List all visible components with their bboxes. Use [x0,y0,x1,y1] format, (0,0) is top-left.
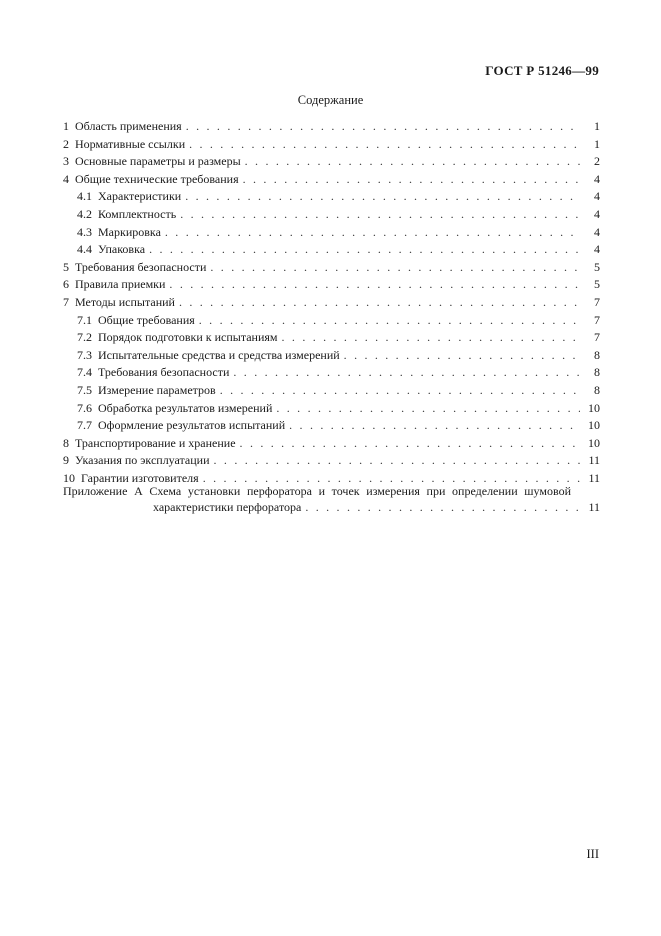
toc-entry-page: 11 [588,470,600,485]
toc-entry-label: Маркировка [98,224,161,239]
toc-entry[interactable] [63,136,600,154]
toc-entry-page: 8 [594,382,600,397]
toc-entry-label: Методы испытаний [75,294,175,309]
page-number: III [586,847,599,861]
toc-entry[interactable] [63,312,600,330]
toc-entry-number: 8 [63,435,69,450]
toc-entry-number: 6 [63,277,69,292]
toc-entry-page: 4 [594,189,600,204]
toc-entry-number: 7.4 [77,365,92,380]
toc-entry-label: Правила приемки [75,277,166,292]
toc-entry-number: 4.3 [77,224,92,239]
toc-entry-number: 9 [63,453,69,468]
toc-entry-number: 4.4 [77,242,92,257]
toc-entry-number: 2 [63,136,69,151]
toc-entry-label: Требования безопасности [98,365,230,380]
toc-entry-number: 7.7 [77,418,92,433]
toc-entry-page: 4 [594,206,600,221]
dot-leader [186,118,580,136]
toc-entry-number: 10 [63,470,75,485]
toc-entry-page: 1 [594,119,600,133]
toc-entry-number: 7.2 [77,330,92,345]
toc-entry[interactable] [63,294,600,312]
appendix-page-number: 11 [588,500,600,515]
dot-leader [240,435,580,453]
toc-entry-page: 7 [594,312,600,327]
toc-entry-page: 2 [594,154,600,169]
toc-entry[interactable] [63,329,600,347]
toc-entry-page: 5 [594,259,600,274]
toc-entry-label: Общие требования [98,312,195,327]
toc-entry-page: 7 [594,330,600,345]
toc-entry-number: 4.2 [77,206,92,221]
toc-entry-page: 4 [594,171,600,186]
toc-entry-page: 10 [588,418,600,433]
toc-entry[interactable] [63,400,600,418]
dot-leader [282,329,580,347]
toc-entry[interactable] [63,153,600,171]
dot-leader [210,259,580,277]
dot-leader [305,499,580,515]
dot-leader [344,347,580,365]
dot-leader [180,206,580,224]
dot-leader [189,136,580,154]
toc-appendix-entry[interactable] [63,484,600,515]
toc-entry[interactable] [63,224,600,242]
toc-entry-label: Указания по эксплуатации [75,453,210,468]
dot-leader [199,312,580,330]
toc-entry-label: Область применения [75,119,182,133]
toc-entry-number: 7.6 [77,400,92,415]
toc-entry-number: 7.1 [77,312,92,327]
dot-leader [233,364,580,382]
toc-entry-page: 4 [594,224,600,239]
dot-leader [165,224,580,242]
toc-entry[interactable] [63,188,600,206]
toc-entry-number: 3 [63,154,69,169]
toc-entry-label: Оформление результатов испытаний [98,418,286,433]
toc-title: Содержание [297,93,364,107]
toc-entry-label: Требования безопасности [75,259,207,274]
dot-leader [185,188,580,206]
dot-leader [214,452,580,470]
dot-leader [220,382,580,400]
dot-leader [149,241,580,259]
toc-entry-label: Порядок подготовки к испытаниям [98,330,278,345]
toc-entry-page: 8 [594,347,600,362]
table-of-contents [63,118,600,515]
toc-entry-label: Упаковка [98,242,146,257]
toc-entry-label: Нормативные ссылки [75,136,186,151]
toc-entry[interactable] [63,241,600,259]
toc-entry-number: 7.5 [77,382,92,397]
toc-entry[interactable] [63,417,600,435]
toc-entry-label: Характеристики [98,189,182,204]
toc-entry[interactable] [63,435,600,453]
toc-entry[interactable] [63,118,600,136]
toc-entry[interactable] [63,382,600,400]
toc-entry-page: 10 [588,400,600,415]
toc-entry-label: Измерение параметров [98,382,216,397]
dot-leader [245,153,580,171]
toc-entry[interactable] [63,364,600,382]
toc-entry-label: Основные параметры и размеры [75,154,241,169]
toc-entry-number: 4.1 [77,189,92,204]
toc-entry[interactable] [63,171,600,189]
toc-entry-number: 5 [63,259,69,274]
toc-entry-number: 4 [63,171,69,186]
toc-entry-page: 1 [594,136,600,151]
toc-entry-label: Испытательные средства и средства измерений [98,347,340,362]
dot-leader [243,171,580,189]
dot-leader [169,276,580,294]
toc-entry-number: 7 [63,294,69,309]
dot-leader [289,417,580,435]
toc-entry-number: 1 [63,119,69,133]
toc-entry-page: 11 [588,453,600,468]
toc-entry-page: 5 [594,277,600,292]
toc-entry-label: Гарантии изготовителя [81,470,199,485]
toc-entry-page: 4 [594,242,600,257]
document-code: ГОСТ Р 51246—99 [485,63,599,78]
toc-entry[interactable] [63,452,600,470]
toc-entry[interactable] [63,259,600,277]
toc-entry-label: Комплектность [98,206,177,221]
toc-entry-label: Общие технические требования [75,171,239,186]
toc-entry[interactable] [63,276,600,294]
toc-entry[interactable] [63,347,600,365]
toc-entry-label: Обработка результатов измерений [98,400,273,415]
dot-leader [276,400,580,418]
toc-entry-page: 8 [594,365,600,380]
appendix-title-line-2: характеристики перфоратора [153,500,302,515]
toc-entry-number: 7.3 [77,347,92,362]
appendix-title-line-1: Приложение А Схема установки перфоратора и точек измерения при определении шумовой [63,484,571,499]
dot-leader [179,294,580,312]
toc-entry-page: 10 [588,435,600,450]
toc-entry-page: 7 [594,294,600,309]
toc-entry-label: Транспортирование и хранение [75,435,236,450]
toc-entry[interactable] [63,206,600,224]
